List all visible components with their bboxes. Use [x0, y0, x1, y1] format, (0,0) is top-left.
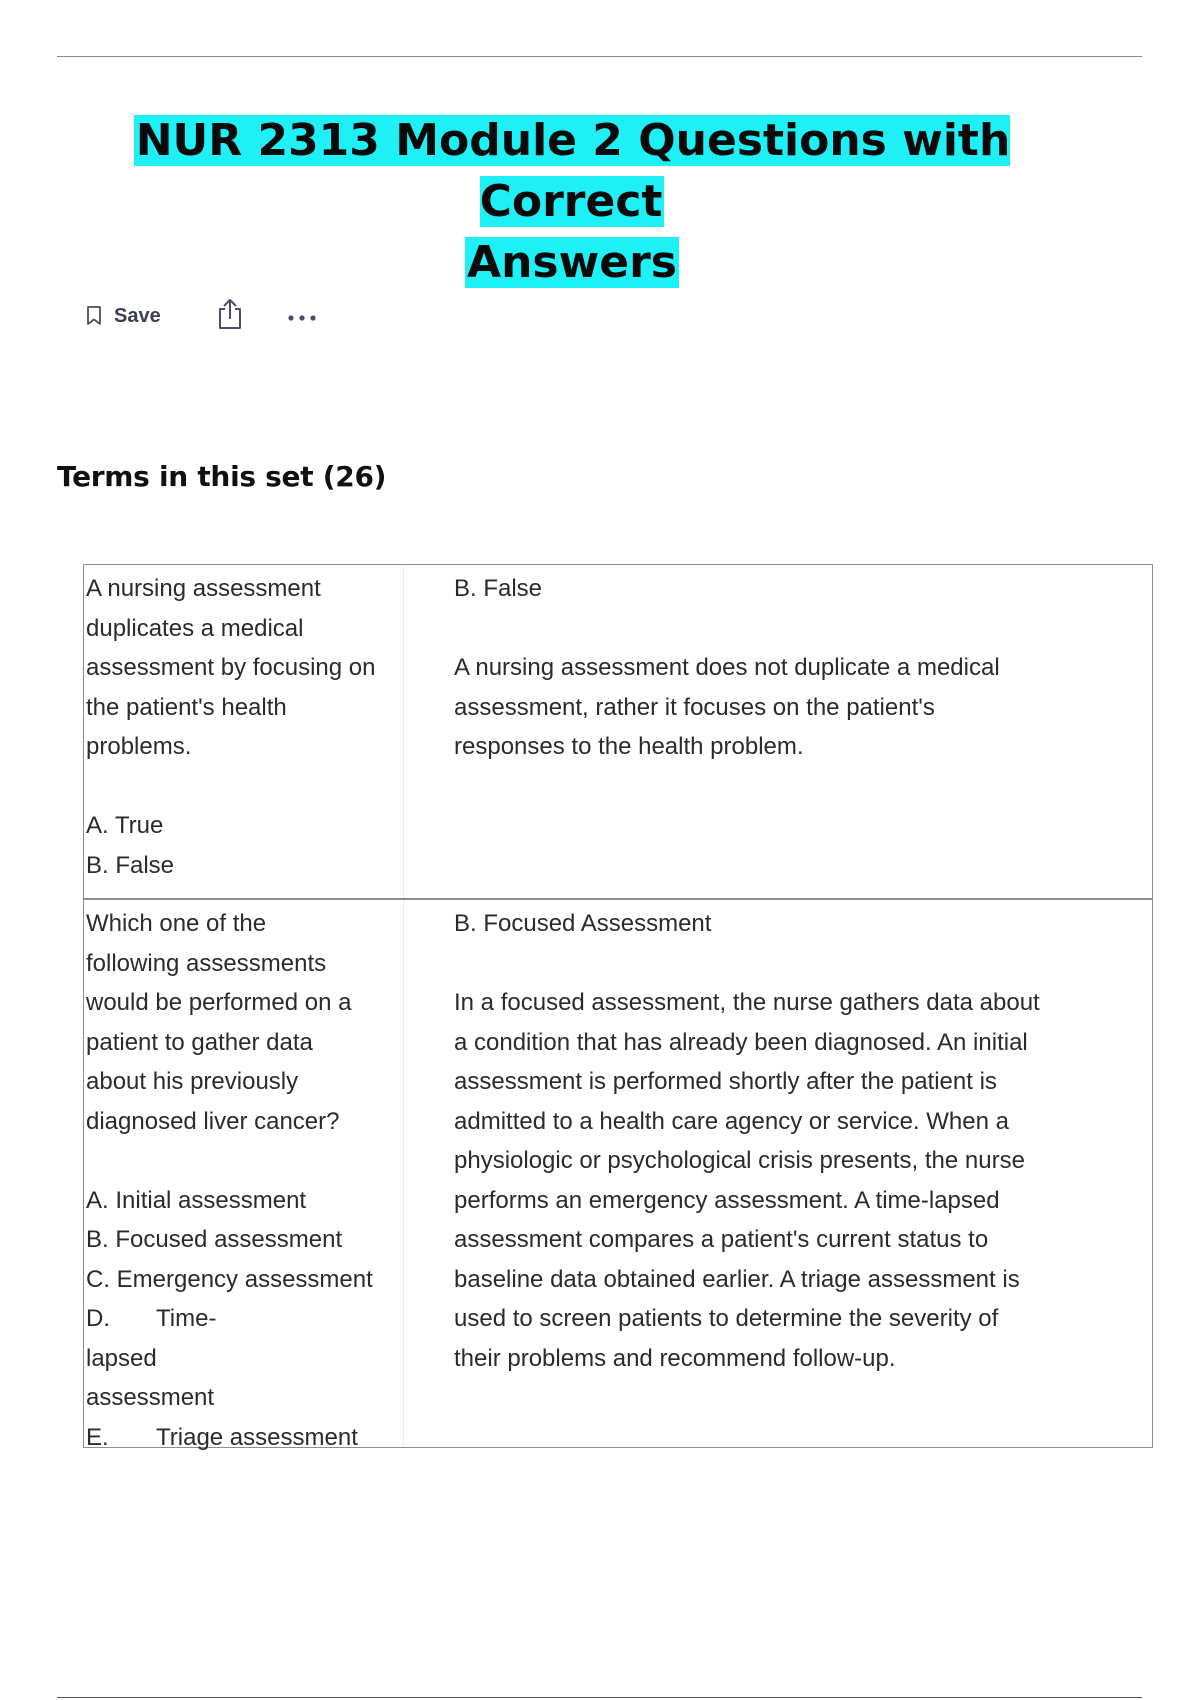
answer-option: B. Focused assessment: [86, 1226, 343, 1253]
correct-answer: B. False: [454, 575, 543, 602]
option-text: Triage assessment: [156, 1423, 358, 1451]
more-icon: [287, 307, 317, 326]
top-divider: [57, 56, 1142, 57]
explanation-line: assessment is performed shortly after the patient is: [454, 1068, 997, 1095]
terms-heading: Terms in this set (26): [57, 460, 387, 493]
action-toolbar: [86, 296, 317, 336]
more-options-button[interactable]: [287, 307, 317, 326]
title-line-1: NUR 2313 Module 2 Questions with Correct: [135, 115, 1011, 227]
explanation-line: used to screen patients to determine the severity of: [454, 1305, 999, 1332]
question-line: duplicates a medical: [86, 614, 304, 642]
explanation-line: baseline data obtained earlier. A triage assessment is: [454, 1265, 1020, 1293]
question-line: assessment by focusing on: [86, 654, 376, 681]
question-line: the patient's health: [86, 693, 287, 721]
question-line: following assessments: [86, 949, 327, 977]
explanation-line: A nursing assessment does not duplicate a medical: [454, 654, 1000, 681]
terms-table: [83, 564, 1153, 1451]
answer-option: B. False: [86, 851, 175, 879]
question-line: A nursing assessment: [86, 575, 321, 602]
option-text: Time-: [156, 1305, 217, 1332]
answer-option: C. Emergency assessment: [86, 1265, 373, 1293]
explanation-line: a condition that has already been diagnosed. An initial: [454, 1028, 1028, 1056]
term-card: [84, 898, 1152, 1451]
question-line: problems.: [86, 733, 192, 760]
term-definition: [404, 900, 1144, 1447]
share-icon: [215, 297, 245, 335]
question-line: Which one of the: [86, 910, 267, 937]
save-label: Save: [114, 304, 161, 327]
answer-option-continued: assessment: [86, 1384, 215, 1411]
option-letter: D.: [86, 1305, 110, 1332]
question-line: diagnosed liver cancer?: [86, 1107, 340, 1135]
correct-answer: B. Focused Assessment: [454, 910, 712, 937]
answer-option: [86, 1299, 403, 1339]
share-button[interactable]: [215, 297, 245, 335]
title-line-2: Answers: [467, 237, 677, 288]
answer-option: A. Initial assessment: [86, 1186, 307, 1214]
explanation-line: responses to the health problem.: [454, 733, 804, 760]
explanation-line: their problems and recommend follow-up.: [454, 1344, 896, 1372]
term-question: [84, 900, 404, 1451]
answer-option: [86, 1418, 403, 1458]
option-letter: E.: [86, 1423, 109, 1451]
save-button[interactable]: [86, 305, 161, 328]
explanation-line: assessment, rather it focuses on the patient's: [454, 693, 935, 721]
question-line: patient to gather data: [86, 1028, 313, 1056]
explanation-line: admitted to a health care agency or service. When a: [454, 1107, 1009, 1135]
explanation-line: assessment compares a patient's current status to: [454, 1226, 989, 1253]
answer-option-continued: lapsed: [86, 1344, 157, 1372]
explanation-line: performs an emergency assessment. A time-lapsed: [454, 1186, 1000, 1214]
answer-option: A. True: [86, 812, 164, 839]
explanation-line: physiologic or psychological crisis presents, the nurse: [454, 1147, 1025, 1174]
bottom-divider: [57, 1697, 1142, 1698]
explanation-line: In a focused assessment, the nurse gathers data about: [454, 989, 1040, 1016]
document-title: [57, 110, 1087, 293]
term-question: [84, 565, 404, 898]
term-definition: [404, 565, 1144, 898]
bookmark-icon: [86, 305, 102, 327]
question-line: about his previously: [86, 1068, 299, 1095]
term-card: [84, 565, 1152, 898]
question-line: would be performed on a: [86, 989, 352, 1016]
